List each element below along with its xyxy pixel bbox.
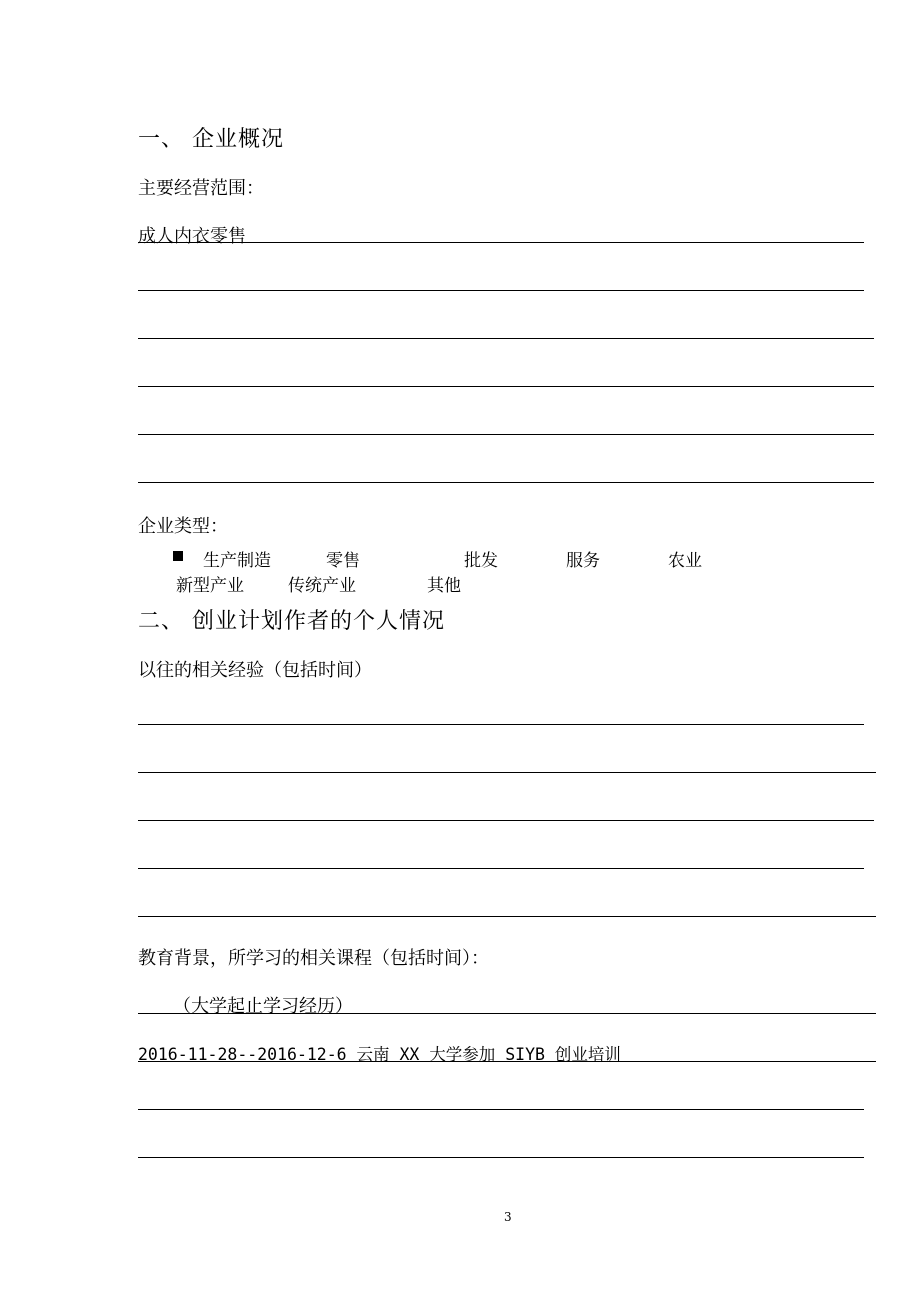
blank-line [138,820,874,821]
type-option: 其他 [427,576,461,596]
experience-label: 以往的相关经验（包括时间） [138,660,372,681]
blank-line [138,338,874,339]
education-entry: 2016-11-28--2016-12-6 云南 XX 大学参加 SIYB 创业培训 [138,1045,621,1064]
blank-line [138,1109,864,1110]
section2-heading: 二、 创业计划作者的个人情况 [138,609,445,634]
type-label: 企业类型： [138,516,228,537]
type-option: 新型产业 [176,576,244,596]
blank-line [138,916,876,917]
checkbox-filled-icon [173,551,183,561]
type-option: 传统产业 [288,576,356,596]
education-entry-underline [138,1061,876,1062]
education-hint: （大学起止学习经历） [173,996,353,1017]
scope-underline [138,242,864,243]
blank-line [138,772,876,773]
education-hint-underline [138,1013,876,1014]
type-option: 零售 [326,551,360,571]
blank-line [138,290,864,291]
scope-label: 主要经营范围： [138,178,264,199]
blank-line [138,868,864,869]
blank-line [138,386,874,387]
blank-line [138,724,864,725]
type-option: 生产制造 [203,551,271,571]
blank-line [138,434,874,435]
section1-heading: 一、 企业概况 [138,127,284,152]
type-option: 服务 [566,551,600,571]
education-label: 教育背景，所学习的相关课程（包括时间）： [138,948,489,969]
type-option: 农业 [668,551,702,571]
page-number: 3 [504,1210,512,1224]
blank-line [138,482,874,483]
type-option: 批发 [464,551,498,571]
scope-value: 成人内衣零售 [138,226,246,247]
blank-line [138,1157,864,1158]
